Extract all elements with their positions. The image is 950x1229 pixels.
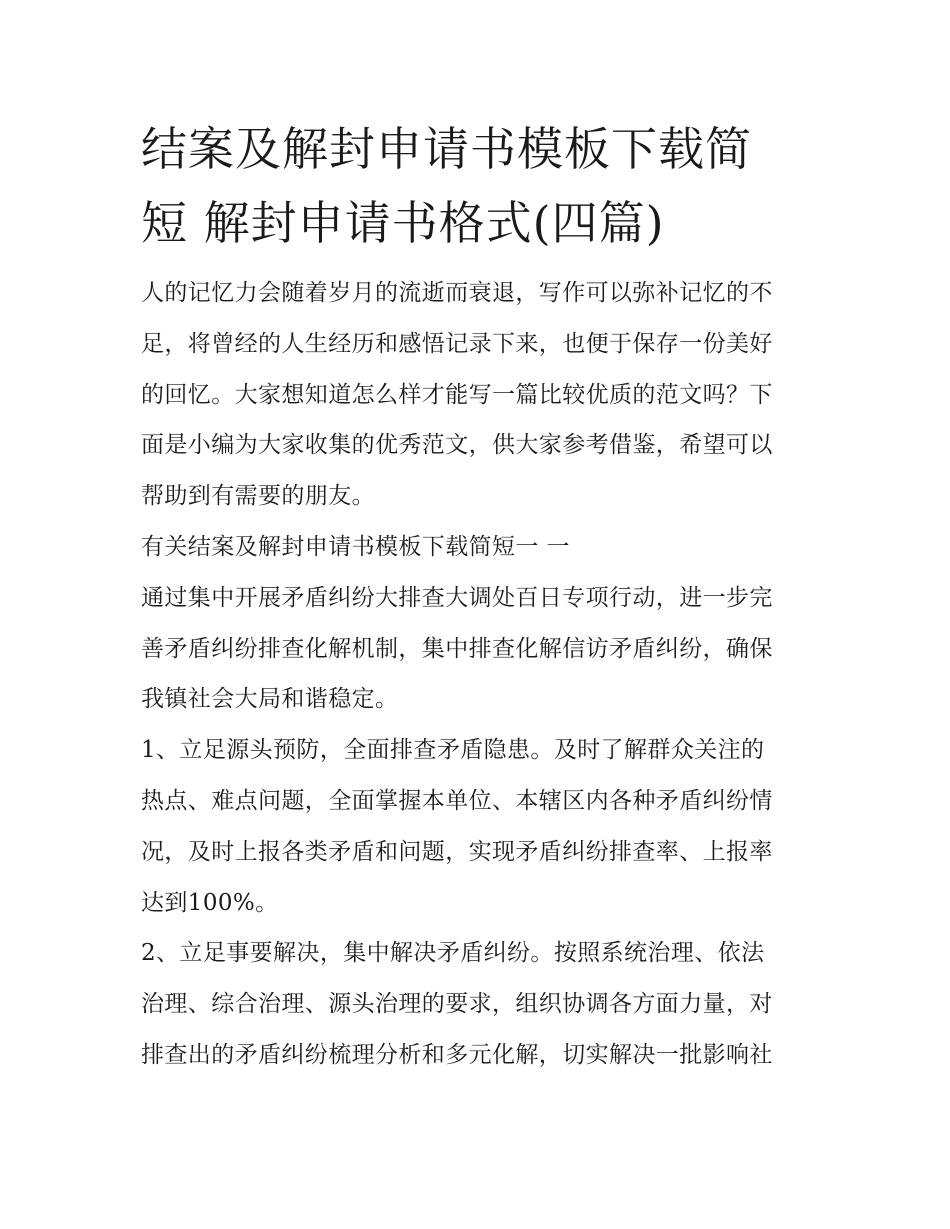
- body-line: 治理、综合治理、源头治理的要求，组织协调各方面力量，对: [141, 991, 773, 1018]
- body-line: 况，及时上报各类矛盾和问题，实现矛盾纠纷排查率、上报率: [141, 838, 773, 865]
- body-line: 的回忆。大家想知道怎么样才能写一篇比较优质的范文吗？下: [141, 381, 773, 408]
- body-line: 热点、难点问题，全面掌握本单位、本辖区内各种矛盾纠纷情: [141, 787, 773, 814]
- body-line: 帮助到有需要的朋友。: [141, 483, 375, 510]
- section-heading: 有关结案及解封申请书模板下载简短一 一: [141, 533, 570, 560]
- body-line: 1、立足源头预防，全面排查矛盾隐患。及时了解群众关注的: [141, 737, 765, 764]
- body-line: 善矛盾纠纷排查化解机制，集中排查化解信访矛盾纠纷，确保: [141, 635, 773, 662]
- body-line: 排查出的矛盾纠纷梳理分析和多元化解，切实解决一批影响社: [141, 1041, 773, 1068]
- body-line: 通过集中开展矛盾纠纷大排查大调处百日专项行动，进一步完: [141, 584, 773, 611]
- body-line: 2、立足事要解决，集中解决矛盾纠纷。按照系统治理、依法: [141, 940, 765, 967]
- body-line: 面是小编为大家收集的优秀范文，供大家参考借鉴，希望可以: [141, 432, 773, 459]
- title-line: 结案及解封申请书模板下载简: [141, 122, 752, 176]
- body-line: 足，将曾经的人生经历和感悟记录下来，也便于保存一份美好: [141, 330, 773, 357]
- body-line: 人的记忆力会随着岁月的流逝而衰退，写作可以弥补记忆的不: [141, 280, 773, 306]
- document-body: [141, 268, 813, 1081]
- document-title: [141, 112, 813, 260]
- document-page: [141, 112, 813, 1081]
- body-line: 达到100%。: [141, 889, 279, 916]
- body-line: 我镇社会大局和谐稳定。: [141, 686, 399, 713]
- title-line: 短 解封申请书格式(四篇): [141, 196, 665, 250]
